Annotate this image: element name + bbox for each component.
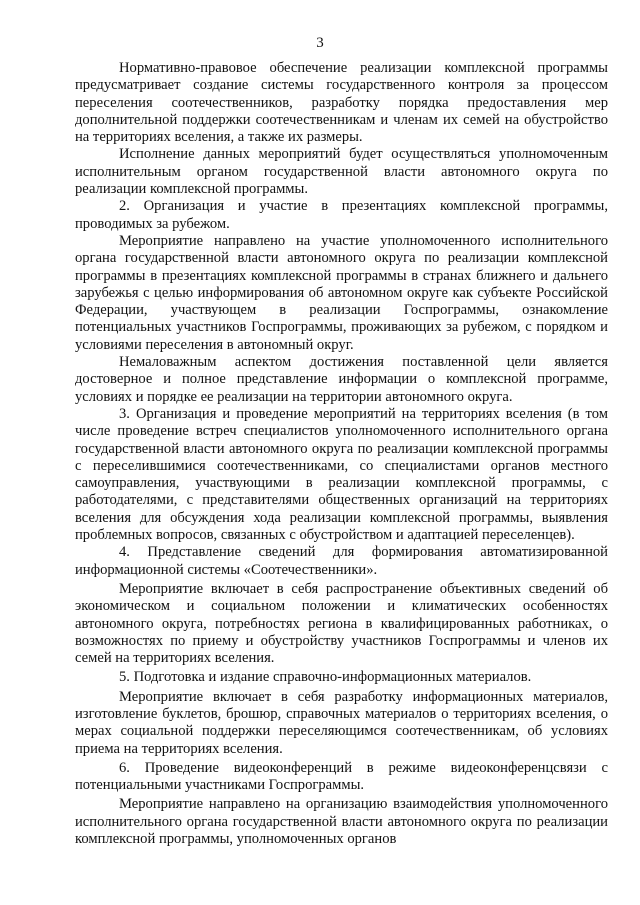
paragraph-item-5-heading: 5. Подготовка и издание справочно-информационных материалов.: [119, 669, 532, 686]
page-number: 3: [316, 35, 324, 51]
paragraph-item-2-heading: 2. Организация и участие в презентациях комплексной программы, проводимых за рубежом.: [75, 198, 608, 232]
paragraph-item-3: 3. Организация и проведение мероприятий на территориях вселения (в том числе проведение встреч специалистов уполномоченного исполнительного органа государственной власти автономного округа по реализации комплексной программы с переселившимися соотечественниками, со специалистами органов местного самоуправления, участвующими в реализации комплексной программы, с работодателями, с представителями общественных организаций на территориях вселения для обсуждения хода реализации комплексной программы, выявления проблемных вопросов, связанных с обустройством и адаптацией переселенцев).: [75, 405, 608, 544]
paragraph-item-6-description: Мероприятие направлено на организацию взаимодействия уполномоченного исполнительного органа государственной власти автономного округа по реализации комплексной программы, уполномоченных органов: [75, 796, 608, 848]
paragraph-item-4-heading: 4. Представление сведений для формирования автоматизированной информационной системы «Соотечественники».: [75, 544, 608, 578]
paragraph-item-2-description: Мероприятие направлено на участие уполномоченного исполнительного органа государственной власти автономного округа по реализации комплексной программы в презентациях комплексной программы в странах ближнего и дальнего зарубежья с целью информирования об автономном округе как субъекте Российской Федерации, участвующем в реализации Госпрограммы, ознакомление потенциальных участников Госпрограммы, проживающих за рубежом, с порядком и условиями переселения в автономный округ.: [75, 232, 608, 353]
paragraph-execution: Исполнение данных мероприятий будет осуществляться уполномоченным исполнительным органом государственной власти автономного округа по реализации комплексной программы.: [75, 146, 608, 198]
paragraph-legal-support: Нормативно-правовое обеспечение реализации комплексной программы предусматривает создание системы государственного контроля за процессом переселения соотечественников, разработку порядка предоставления мер дополнительной поддержки соотечественникам и членам их семей на обустройство на территориях вселения, а также их размеры.: [75, 60, 608, 146]
paragraph-item-2-aspect: Немаловажным аспектом достижения поставленной цели является достоверное и полное представление информации о комплексной программе, условиях и порядке ее реализации на территории автономного округа.: [75, 354, 608, 405]
paragraph-item-6-heading: 6. Проведение видеоконференций в режиме видеоконференцсвязи с потенциальными участниками Госпрограммы.: [75, 759, 608, 794]
paragraph-item-4-description: Мероприятие включает в себя распространение объективных сведений об экономическом и социальном положении и климатических особенностях автономного округа, потребностях региона в квалифицированных работниках, о возможностях по приему и обустройству участников Госпрограммы и членов их семей на территориях вселения.: [75, 580, 608, 667]
paragraph-item-5-description: Мероприятие включает в себя разработку информационных материалов, изготовление буклетов, брошюр, справочных материалов о территориях вселения, о мерах социальной поддержки переселяющимся соотечественникам, об условиях приема на территориях вселения.: [75, 688, 608, 757]
document-body: [75, 60, 608, 848]
